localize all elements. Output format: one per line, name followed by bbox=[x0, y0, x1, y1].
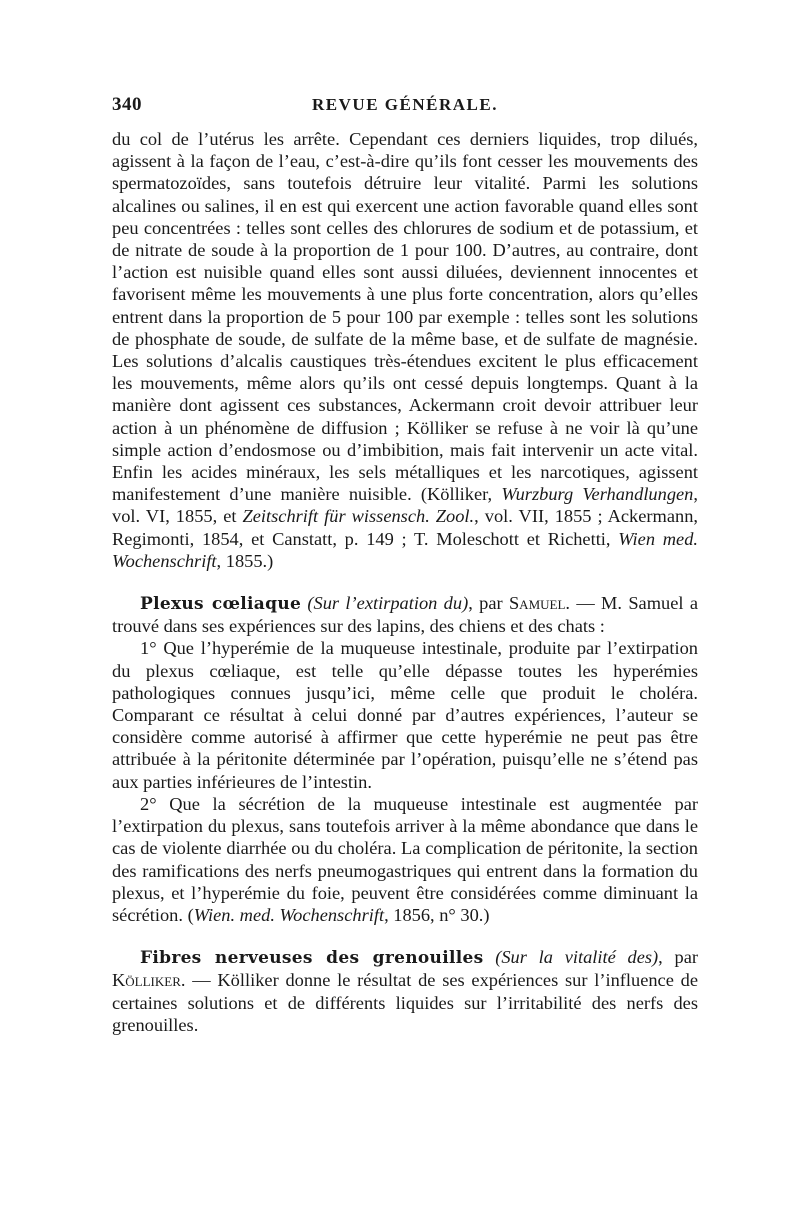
entry-by: , par bbox=[658, 947, 698, 968]
reference-title: Wurzburg Verhandlungen bbox=[501, 484, 694, 505]
page-number: 340 bbox=[112, 94, 142, 115]
point-text: 2° Que la sécrétion de la muqueuse intestinale est augmentée par l’extirpation du plexus, sans toutefois arriver à la même abondance que dans le cas de violente diarrhée ou du choléra. La complication de péritonite, la section des ramifications des nerfs pneumogastriques qui entrent dans la formation du plexus, et l’hyperémie du foie, peuvent être considérées comme diminuant la sécrétion. bbox=[112, 793, 698, 925]
article-body bbox=[112, 128, 698, 1036]
reference-title: Zeitschrift für wissensch. Zool. bbox=[242, 506, 475, 527]
entry-heading: Fibres nerveuses des grenouilles bbox=[140, 948, 484, 969]
entry-point-1: 1° Que l’hyperémie de la muqueuse intestinale, produite par l’extirpation du plexus cœliaque, est telle qu’elle dépasse toutes les hyperémies pathologiques connues jusqu’ici, même celle que produit le choléra. Comparant ce résultat à celui donné par d’autres expériences, l’auteur se considère comme autorisé à affirmer que cette hyperémie ne peut pas être attribuée à la péritonite déterminée par l’opération, puisqu’elle ne s’étend pas aux parties inférieures de l’intestin. bbox=[112, 638, 698, 792]
entry-heading: Plexus cœliaque bbox=[140, 594, 302, 615]
paragraph-text: du col de l’utérus les arrête. Cependant ces derniers liquides, trop dilués, agissent à la façon de l’eau, c’est-à-dire qu’ils font cesser les mouvements des spermatozoïdes, sans toutefois détruire leur vitalité. Parmi les solutions alcalines ou salines, il en est qui exercent une action favorable quand elles sont peu concentrées : telles sont celles des chlorures de sodium et de potassium, et de nitrate de soude à la proportion de 1 pour 100. D’autres, au contraire, dont l’action est nuisible quand elles sont aussi diluées, deviennent innocentes et favorisent même les mouvements à une plus forte concentration, alors qu’elles entrent dans la proportion de 5 pour 100 par exemple : telles sont les solutions de phosphate de soude, de sulfate de la même base, et de sulfate de magnésie. Les solutions d’alcalis caustiques très-étendues excitent le plus efficacement les mouvements, même alors qu’ils ont cessé depuis longtemps. Quant à la manière dont agissent ces substances, Ackermann croit devoir attribuer leur action à un phénomène de diffusion ; Kölliker se refuse à ne voir là qu’une simple action d’endosmose ou d’imbibition, mais fait intervenir un acte vital. Enfin les acides minéraux, les sels métalliques et les narcotiques, agissent manifestement d’une manière nuisible. (Kölliker, bbox=[112, 129, 698, 505]
entry-author: Kölliker bbox=[112, 970, 181, 991]
entry-author: Samuel bbox=[508, 593, 566, 614]
reference-open: ( bbox=[187, 904, 194, 925]
entry-plexus-coeliaque bbox=[112, 592, 698, 637]
entry-subject: (Sur l’extirpation du) bbox=[307, 593, 469, 614]
entry-by: , par bbox=[468, 593, 503, 614]
paragraph-continued bbox=[112, 128, 698, 572]
entry-intro: . — M. Samuel a trouvé dans ses expériences sur des lapins, des chiens et des chats : bbox=[112, 593, 698, 637]
reference-text: , 1856, n° 30.) bbox=[384, 904, 490, 925]
reference-title: Wien. med. Wochenschrift bbox=[193, 904, 385, 925]
reference-title: Wien med. Wochenschrift bbox=[112, 528, 698, 571]
entry-subject: (Sur la vitalité des) bbox=[495, 947, 659, 968]
reference-text: , vol. VI, 1855, et bbox=[112, 484, 698, 527]
running-header bbox=[112, 94, 698, 122]
reference-text: , 1855.) bbox=[216, 550, 274, 571]
running-title: REVUE GÉNÉRALE. bbox=[312, 95, 498, 114]
entry-fibres-nerveuses bbox=[112, 946, 698, 1036]
entry-text: . — Kölliker donne le résultat de ses expériences sur l’influence de certaines solutions et de différents liquides sur l’irritabilité des nerfs des grenouilles. bbox=[112, 970, 698, 1035]
reference-text: , vol. VII, 1855 ; Ackermann, Regimonti, 1854, et Canstatt, p. 149 ; T. Moleschott et Richetti, bbox=[112, 506, 698, 549]
entry-point-2 bbox=[112, 793, 698, 926]
